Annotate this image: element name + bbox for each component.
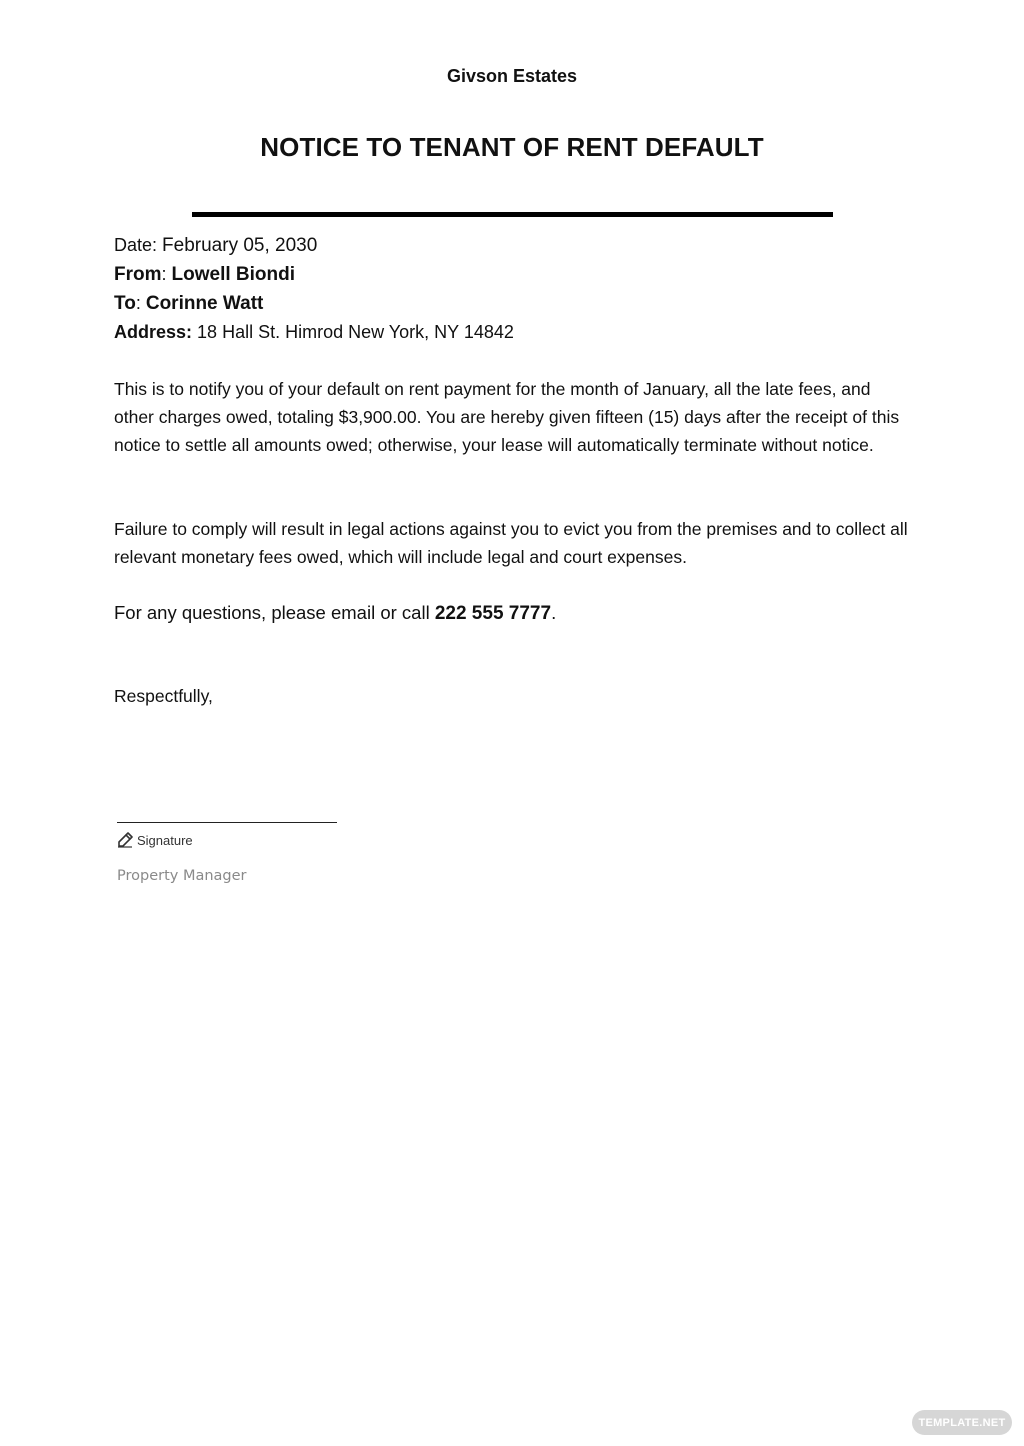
contact-phone: 222 555 7777 xyxy=(434,603,552,624)
address-line xyxy=(114,322,514,343)
date-value: February 05, 2030 xyxy=(162,235,318,256)
to-label: To xyxy=(114,293,136,314)
signature-pen-icon xyxy=(117,832,133,848)
notice-paragraph: This is to notify you of your default on rent payment for the month of January, all the late fees, and other charges owed, totaling $3,900.00. You are hereby given fifteen (15) days after the receipt of this notice to settle all amounts owed; otherwise, your lease will automatically terminate without notice. xyxy=(114,379,900,455)
signature-caption xyxy=(117,832,193,848)
document-title: NOTICE TO TENANT OF RENT DEFAULT xyxy=(260,132,764,162)
from-separator: : xyxy=(161,264,167,284)
contact-prefix: For any questions, please email or call xyxy=(114,602,430,623)
from-label: From xyxy=(114,264,162,285)
address-value: 18 Hall St. Himrod New York, NY 14842 xyxy=(197,322,514,342)
address-label: Address: xyxy=(114,322,193,342)
title-divider xyxy=(192,212,833,217)
signature-line xyxy=(117,822,337,823)
company-name: Givson Estates xyxy=(446,66,578,86)
from-line xyxy=(114,264,295,286)
to-separator: : xyxy=(135,293,141,313)
date-line xyxy=(114,235,317,257)
contact-paragraph xyxy=(114,599,914,628)
from-value: Lowell Biondi xyxy=(171,264,296,285)
contact-suffix: . xyxy=(551,602,557,623)
signatory-role: Property Manager xyxy=(117,868,247,884)
consequence-paragraph: Failure to comply will result in legal actions against you to evict you from the premises and to collect all relevant monetary fees owed, which will include legal and court expenses. xyxy=(114,519,908,567)
watermark-badge: TEMPLATE.NET xyxy=(912,1410,1012,1435)
signature-label: Signature xyxy=(137,832,193,848)
closing-line: Respectfully, xyxy=(114,686,213,706)
to-value: Corinne Watt xyxy=(145,293,264,314)
to-line xyxy=(114,293,263,315)
date-label: Date: xyxy=(114,235,158,255)
